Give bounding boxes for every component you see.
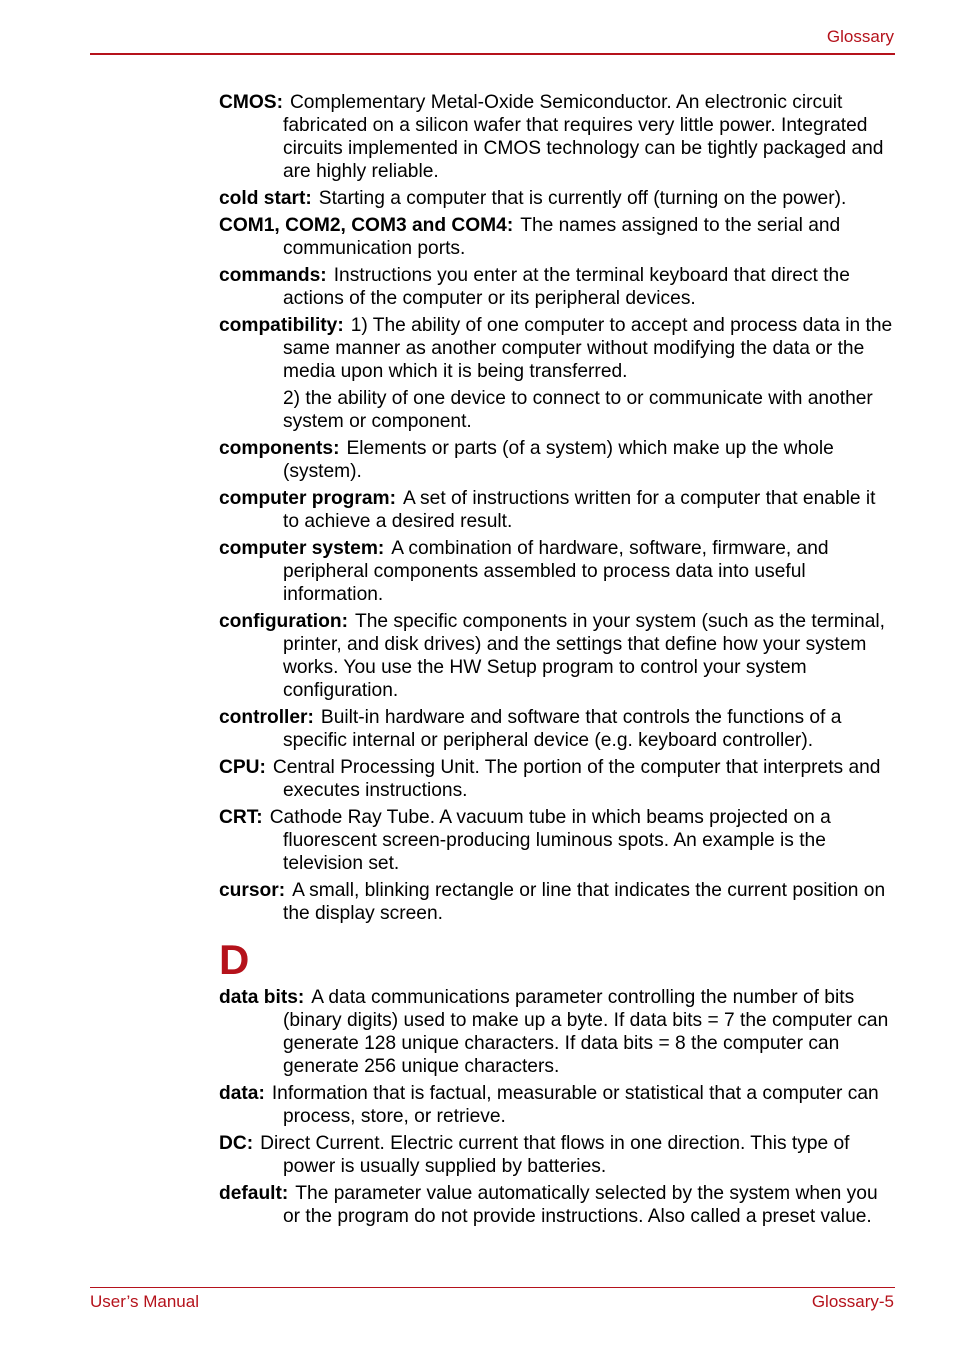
glossary-definition: A small, blinking rectangle or line that indicates the current position on the display screen. bbox=[283, 880, 886, 924]
glossary-entry bbox=[219, 756, 895, 802]
glossary-definition: The specific components in your system (such as the terminal, printer, and disk drives) and the settings that define how your system works. You use the HW Setup program to control your system configuration. bbox=[283, 611, 885, 701]
glossary-entry bbox=[219, 487, 895, 533]
glossary-definition: Direct Current. Electric current that flows in one direction. This type of power is usually supplied by batteries. bbox=[260, 1133, 850, 1177]
glossary-definition: Built-in hardware and software that controls the functions of a specific internal or peripheral device (e.g. keyboard controller). bbox=[283, 707, 842, 751]
header-rule bbox=[90, 53, 895, 55]
glossary-term: CPU: bbox=[219, 757, 266, 778]
glossary-entry bbox=[219, 986, 895, 1078]
glossary-entry bbox=[219, 187, 895, 210]
glossary-term: configuration: bbox=[219, 611, 348, 632]
glossary-term: cold start: bbox=[219, 188, 312, 209]
glossary-entry bbox=[219, 314, 895, 383]
glossary-term: data: bbox=[219, 1083, 265, 1104]
glossary-entry bbox=[219, 1132, 895, 1178]
glossary-definition: Central Processing Unit. The portion of the computer that interprets and executes instructions. bbox=[272, 757, 881, 801]
glossary-definition-continuation: 2) the ability of one device to connect to or communicate with another system or component. bbox=[283, 388, 873, 432]
glossary-definition: Complementary Metal-Oxide Semiconductor. An electronic circuit fabricated on a silicon wafer that requires very little power. Integrated circuits implemented in CMOS technology can be tightly packaged and are highly reliable. bbox=[283, 92, 884, 182]
glossary-entry bbox=[219, 706, 895, 752]
glossary-entry bbox=[219, 610, 895, 702]
glossary-term: computer system: bbox=[219, 538, 385, 559]
glossary-definition: The parameter value automatically selected by the system when you or the program do not provide instructions. Also called a preset value. bbox=[283, 1183, 878, 1227]
glossary-definition: 1) The ability of one computer to accept and process data in the same manner as another computer without modifying the data or the media upon which it is being transferred. bbox=[283, 315, 893, 382]
glossary-term: COM1, COM2, COM3 and COM4: bbox=[219, 215, 514, 236]
header-title: Glossary bbox=[826, 27, 894, 46]
glossary-term: commands: bbox=[219, 265, 327, 286]
glossary-entry bbox=[219, 91, 895, 183]
glossary-entry bbox=[219, 806, 895, 875]
glossary-term: CMOS: bbox=[219, 92, 283, 113]
glossary-entry bbox=[219, 1082, 895, 1128]
glossary-term: DC: bbox=[219, 1133, 254, 1154]
glossary-entry bbox=[219, 1182, 895, 1228]
glossary-definition: Information that is factual, measurable or statistical that a computer can process, store, or retrieve. bbox=[271, 1083, 879, 1127]
footer-page-number: Glossary-5 bbox=[811, 1292, 894, 1311]
glossary-term: default: bbox=[219, 1183, 289, 1204]
glossary-term: CRT: bbox=[219, 807, 263, 828]
glossary-term: cursor: bbox=[219, 880, 286, 901]
glossary-definition: Cathode Ray Tube. A vacuum tube in which beams projected on a fluorescent screen-producing luminous spots. An example is the television set. bbox=[269, 807, 831, 874]
glossary-definition: A combination of hardware, software, firmware, and peripheral components assembled to process data into useful information. bbox=[283, 538, 829, 605]
footer-manual-title: User’s Manual bbox=[90, 1292, 199, 1311]
glossary-definition: Elements or parts (of a system) which make up the whole (system). bbox=[283, 438, 834, 482]
glossary-definition: The names assigned to the serial and communication ports. bbox=[283, 215, 841, 259]
glossary-definition: Starting a computer that is currently off (turning on the power). bbox=[318, 188, 847, 209]
glossary-term: computer program: bbox=[219, 488, 396, 509]
glossary-entry bbox=[219, 264, 895, 310]
glossary-definition: Instructions you enter at the terminal keyboard that direct the actions of the computer or its peripheral devices. bbox=[283, 265, 850, 309]
glossary-term: data bits: bbox=[219, 987, 305, 1008]
glossary-term: controller: bbox=[219, 707, 314, 728]
glossary-entry bbox=[219, 537, 895, 606]
glossary-term: components: bbox=[219, 438, 340, 459]
glossary-entry bbox=[219, 879, 895, 925]
glossary-definition: A data communications parameter controlling the number of bits (binary digits) used to make up a byte. If data bits = 7 the computer can generate 128 unique characters. If data bits = 8 the computer can generate 256 unique characters. bbox=[283, 987, 889, 1077]
glossary-entry bbox=[219, 437, 895, 483]
glossary-content bbox=[219, 91, 895, 1232]
footer-rule bbox=[90, 1287, 895, 1288]
glossary-entry bbox=[219, 214, 895, 260]
section-letter-heading: D bbox=[219, 936, 250, 983]
glossary-term: compatibility: bbox=[219, 315, 344, 336]
glossary-definition: A set of instructions written for a computer that enable it to achieve a desired result. bbox=[283, 488, 876, 532]
